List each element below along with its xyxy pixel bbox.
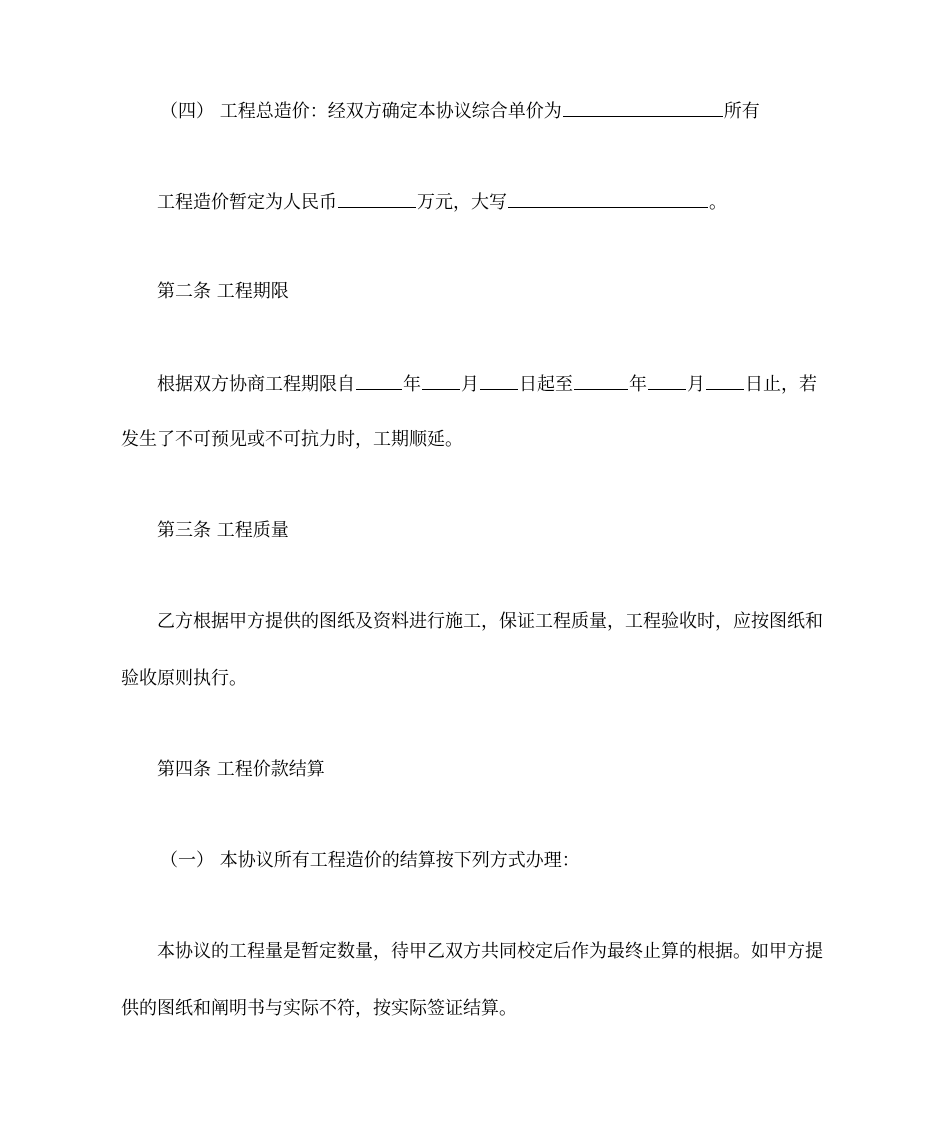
period-text: 根据双方协商工程期限自	[157, 374, 355, 395]
article-2-title: 第二条 工程期限	[157, 281, 289, 302]
month-label: 月	[461, 374, 479, 395]
total-cost-line-2	[157, 189, 727, 215]
start-year-blank[interactable]	[356, 371, 402, 390]
end-month-blank[interactable]	[648, 371, 686, 390]
year-label: 年	[629, 374, 647, 395]
year-label: 年	[403, 374, 421, 395]
article-3-line-2: 验收原则执行。	[121, 668, 247, 689]
article-3-line-1: 乙方根据甲方提供的图纸及资料进行施工，保证工程质量，工程验收时，应按图纸和	[157, 611, 823, 632]
start-month-blank[interactable]	[422, 371, 460, 390]
article-4-item-1: （一） 本协议所有工程造价的结算按下列方式办理：	[160, 850, 580, 871]
article-3-title: 第三条 工程质量	[157, 520, 289, 541]
unit-price-blank[interactable]	[563, 98, 723, 117]
article-4-para-line-2: 供的图纸和阐明书与实际不符，按实际签证结算。	[121, 998, 517, 1019]
total-cost-line-1	[160, 98, 760, 124]
start-day-blank[interactable]	[480, 371, 518, 390]
end-year-blank[interactable]	[574, 371, 628, 390]
article-2-line-2: 发生了不可预见或不可抗力时，工期顺延。	[121, 429, 463, 450]
total-cost-suffix: 所有	[723, 101, 760, 122]
period-mark: 。	[709, 192, 727, 213]
article-4-para-line-1: 本协议的工程量是暂定数量，待甲乙双方共同校定后作为最终止算的根据。如甲方提	[157, 941, 823, 962]
capital-text: 万元，大写	[417, 192, 507, 213]
amount-capital-blank[interactable]	[508, 189, 708, 208]
day-label: 日止，若	[745, 374, 817, 395]
day-label: 日起至	[519, 374, 573, 395]
end-day-blank[interactable]	[706, 371, 744, 390]
article-4-title: 第四条 工程价款结算	[157, 759, 325, 780]
month-label: 月	[687, 374, 705, 395]
total-cost-text: （四） 工程总造价：经双方确定本协议综合单价为	[160, 101, 562, 122]
article-2-line-1	[157, 371, 817, 397]
rmb-text: 工程造价暂定为人民币	[157, 192, 337, 213]
amount-blank[interactable]	[338, 189, 416, 208]
